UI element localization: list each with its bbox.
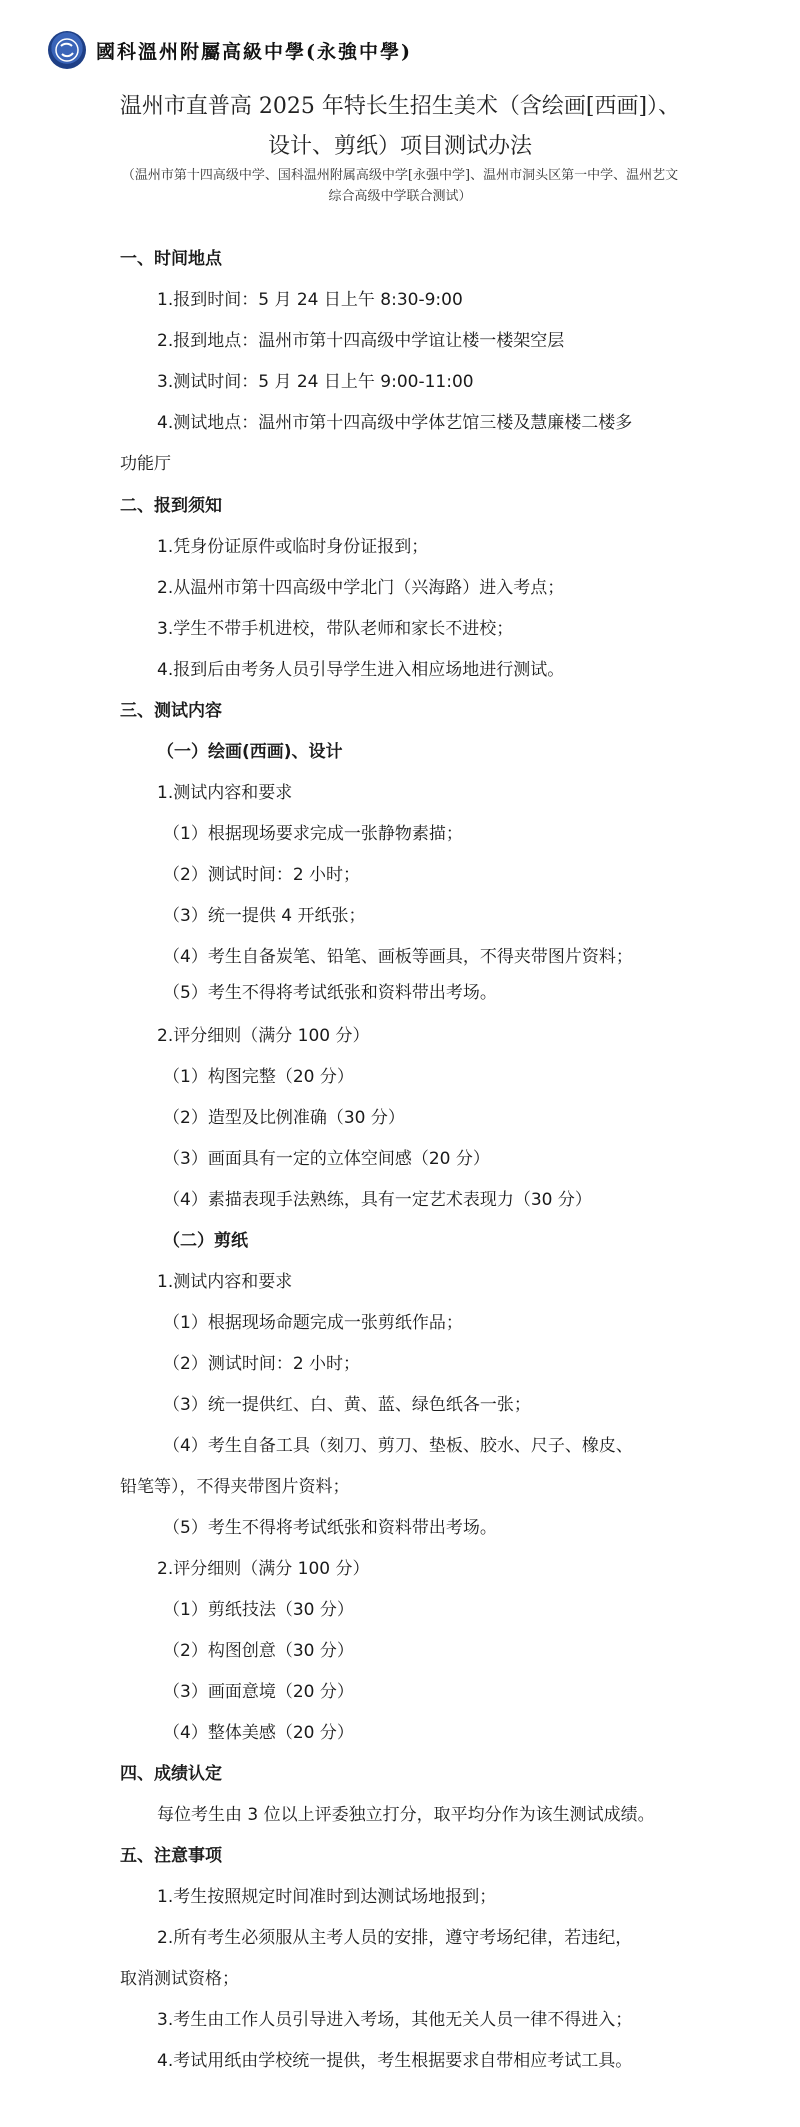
list-item: （2）造型及比例准确（30 分） [163, 1108, 405, 1128]
list-item-continuation: 铅笔等），不得夹带图片资料； [120, 1477, 350, 1497]
list-item: （1）根据现场命题完成一张剪纸作品； [163, 1313, 463, 1333]
paragraph: 4.考试用纸由学校统一提供，考生根据要求自带相应考试工具。 [157, 2051, 633, 2071]
list-item: （4）考生自备炭笔、铅笔、画板等画具，不得夹带图片资料； [163, 947, 633, 967]
paragraph: 1.报到时间：5 月 24 日上午 8:30-9:00 [157, 290, 463, 310]
section-heading-notes: 五、注意事项 [120, 1846, 222, 1866]
paragraph: 2.从温州市第十四高级中学北门（兴海路）进入考点； [157, 578, 565, 598]
paragraph: 1.考生按照规定时间准时到达测试场地报到； [157, 1887, 497, 1907]
document-title-line-1: 温州市直普高 2025 年特长生招生美术（含绘画[西画]）、 [119, 94, 681, 119]
list-item: （3）画面意境（20 分） [163, 1682, 354, 1702]
paragraph: 2.报到地点：温州市第十四高级中学谊让楼一楼架空层 [157, 331, 565, 351]
paragraph: 2.评分细则（满分 100 分） [157, 1559, 370, 1579]
document-title-line-2: 设计、剪纸）项目测试办法 [267, 134, 532, 159]
list-item: （1）剪纸技法（30 分） [163, 1600, 354, 1620]
section-heading-test-content: 三、测试内容 [120, 701, 222, 721]
section-heading-check-in: 二、报到须知 [120, 496, 222, 516]
paragraph: 3.学生不带手机进校，带队老师和家长不进校； [157, 619, 514, 639]
list-item: （3）统一提供 4 开纸张； [163, 906, 366, 926]
paragraph: 2.评分细则（满分 100 分） [157, 1026, 370, 1046]
list-item: （4）整体美感（20 分） [163, 1723, 354, 1743]
list-item: （4）素描表现手法熟练，具有一定艺术表现力（30 分） [163, 1190, 592, 1210]
paragraph-continuation: 功能厅 [120, 454, 171, 474]
paragraph: 1.测试内容和要求 [157, 1272, 293, 1292]
paragraph: 4.报到后由考务人员引导学生进入相应场地进行测试。 [157, 660, 565, 680]
list-item: （2）测试时间：2 小时； [163, 1354, 361, 1374]
paragraph: 1.凭身份证原件或临时身份证报到； [157, 537, 429, 557]
list-item: （2）构图创意（30 分） [163, 1641, 354, 1661]
list-item: （1）构图完整（20 分） [163, 1067, 354, 1087]
list-item: （2）测试时间：2 小时； [163, 865, 361, 885]
school-header [48, 28, 412, 72]
paragraph: 4.测试地点：温州市第十四高级中学体艺馆三楼及慧廉楼二楼多 [157, 413, 633, 433]
school-name: 國科溫州附屬高級中學(永強中學) [96, 40, 412, 63]
list-item: （5）考生不得将考试纸张和资料带出考场。 [163, 983, 497, 1003]
paragraph: 3.考生由工作人员引导进入考场，其他无关人员一律不得进入； [157, 2010, 633, 2030]
school-logo [48, 31, 86, 69]
section-heading-score: 四、成绩认定 [120, 1764, 222, 1784]
subsection-heading-painting-design: （一）绘画(西画)、设计 [157, 742, 343, 762]
paragraph: 2.所有考生必须服从主考人员的安排，遵守考场纪律，若违纪， [157, 1928, 633, 1948]
list-item: （3）统一提供红、白、黄、蓝、绿色纸各一张； [163, 1395, 531, 1415]
subsection-heading-paper-cutting: （二）剪纸 [163, 1231, 248, 1251]
section-heading-time-location: 一、时间地点 [120, 249, 222, 269]
paragraph: 3.测试时间：5 月 24 日上午 9:00-11:00 [157, 372, 474, 392]
paragraph: 每位考生由 3 位以上评委独立打分，取平均分作为该生测试成绩。 [157, 1805, 655, 1825]
paragraph-continuation: 取消测试资格； [120, 1969, 239, 1989]
list-item: （3）画面具有一定的立体空间感（20 分） [163, 1149, 490, 1169]
document-subtitle: （温州市第十四高级中学、国科温州附属高级中学[永强中学]、温州市洞头区第一中学、温州艺文综合高级中学联合测试） [121, 168, 679, 204]
list-item: （4）考生自备工具（刻刀、剪刀、垫板、胶水、尺子、橡皮、 [163, 1436, 633, 1456]
school-emblem-icon [54, 37, 80, 63]
paragraph: 1.测试内容和要求 [157, 783, 293, 803]
list-item: （5）考生不得将考试纸张和资料带出考场。 [163, 1518, 497, 1538]
list-item: （1）根据现场要求完成一张静物素描； [163, 824, 463, 844]
